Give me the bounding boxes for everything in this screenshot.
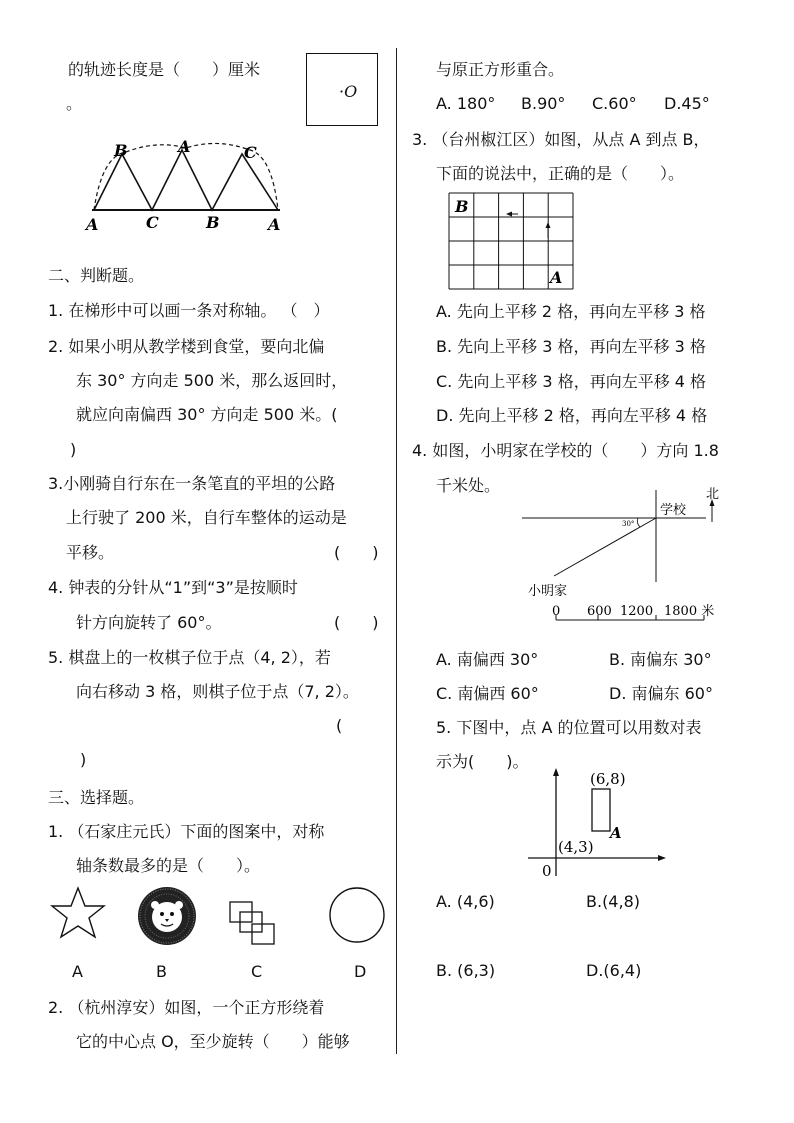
label-a-bottom: A [86,215,99,234]
choice4-opt-c: C. 南偏西 60° [436,684,539,703]
translation-grid [448,192,574,290]
north-label: 北 [706,487,720,502]
center-point-o: ·O [339,82,358,101]
judge-4-bracket: ( ) [334,613,379,632]
square-figure [306,53,378,126]
judge-5-bracket-open: ( [336,716,343,735]
choice3-line2: 下面的说法中，正确的是（ ）。 [436,164,685,183]
choice3-opt-d: D. 先向上平移 2 格，再向左平移 4 格 [436,406,708,425]
choice2-opt-a: A. 180° [436,94,496,113]
judge-4-line2: 针方向旋转了 60°。 [76,613,222,632]
choice2-line2: 它的中心点 O，至少旋转（ ）能够 [76,1032,350,1051]
section3-title: 三、选择题。 [48,788,145,807]
scale-1200: 1200 [620,604,654,619]
coord-bottom-label: (4,3) [558,838,594,856]
choice2-opt-d: D.45° [664,94,710,113]
coord-top-label: (6,8) [590,770,626,788]
school-label: 学校 [660,503,687,518]
judge-5-bracket-close: ) [80,750,87,769]
choice5-opt-b: B.(4,8) [586,892,640,911]
grid-label-a: A [550,268,563,287]
option-label-b: B [156,962,167,981]
label-c-top: C [244,143,257,162]
track-question-line2: 。 [66,94,83,113]
lion-figure [136,886,198,946]
label-c-bottom: C [146,213,159,232]
judge-2-line3: 就应向南偏西 30° 方向走 500 米。( [76,405,338,424]
circle-figure [328,886,386,944]
judge-2-line4: ) [70,440,77,459]
option-label-d: D [354,962,367,981]
judge-4-line1: 4. 钟表的分针从“1”到“3”是按顺时 [48,578,298,597]
choice4-opt-b: B. 南偏东 30° [609,650,712,669]
rolling-triangle-figure [82,138,292,236]
judge-5-line2: 向右移动 3 格，则棋子位于点（7, 2）。 [76,682,359,701]
choice5-opt-d: D.(6,4) [586,961,642,980]
coordinate-figure [526,764,668,882]
section2-title: 二、判断题。 [48,266,145,285]
choice3-line1: 3. （台州椒江区）如图，从点 A 到点 B， [412,130,710,149]
choice5-line2: 示为( )。 [436,752,529,771]
judge-3-line1: 3.小刚骑自行东在一条笔直的平坦的公路 [48,474,336,493]
choice2-opt-c: C.60° [592,94,637,113]
column-divider [396,48,397,1054]
scale-1800: 1800 米 [664,604,715,619]
choice2-continued: 与原正方形重合。 [436,60,565,79]
track-question-line1: 的轨迹长度是（ ）厘米 [68,60,261,79]
choice1-line1: 1. （石家庄元氏）下面的图案中，对称 [48,822,325,841]
judge-5-line1: 5. 棋盘上的一枚棋子位于点（4, 2），若 [48,648,331,667]
choice5-line1: 5. 下图中，点 A 的位置可以用数对表 [436,718,702,737]
choice2-line1: 2. （杭州淳安）如图，一个正方形绕着 [48,998,325,1017]
choice4-line1: 4. 如图，小明家在学校的（ ）方向 1.8 [412,441,719,460]
choice4-line2: 千米处。 [436,476,501,495]
direction-map [518,482,748,624]
judge-2-line1: 2. 如果小明从教学楼到食堂，要向北偏 [48,337,325,356]
judge-3-bracket: ( ) [334,543,379,562]
judge-1: 1. 在梯形中可以画一条对称轴。 （ ） [48,301,330,320]
label-a-top: A [178,138,191,156]
choice1-line2: 轴条数最多的是（ ）。 [76,856,261,875]
point-a-label: A [610,824,622,842]
home-label: 小明家 [528,584,568,599]
grid-label-b: B [455,197,469,216]
choice4-opt-a: A. 南偏西 30° [436,650,539,669]
judge-3-line3: 平移。 [66,543,115,562]
choice2-opt-b: B.90° [521,94,566,113]
scale-0: 0 [552,604,561,619]
star-figure [48,884,108,944]
label-b-top: B [114,141,128,160]
option-label-c: C [251,962,263,981]
choice4-opt-d: D. 南偏东 60° [609,684,713,703]
choice5-opt-a: A. (4,6) [436,892,495,911]
label-b-bottom: B [206,213,220,232]
option-label-a: A [72,962,83,981]
scale-600: 600 [587,604,612,619]
judge-2-line2: 东 30° 方向走 500 米，那么返回时， [76,371,348,390]
choice3-opt-b: B. 先向上平移 3 格，再向左平移 3 格 [436,337,706,356]
choice3-opt-c: C. 先向上平移 3 格，再向左平移 4 格 [436,372,707,391]
choice3-opt-a: A. 先向上平移 2 格，再向左平移 3 格 [436,302,706,321]
angle-label: 30° [622,520,635,528]
overlapping-squares-figure [228,898,280,950]
judge-3-line2: 上行驶了 200 米，自行车整体的运动是 [66,508,347,527]
choice5-opt-c: B. (6,3) [436,961,496,980]
label-a-end: A [268,215,281,234]
origin-label: 0 [542,862,552,880]
